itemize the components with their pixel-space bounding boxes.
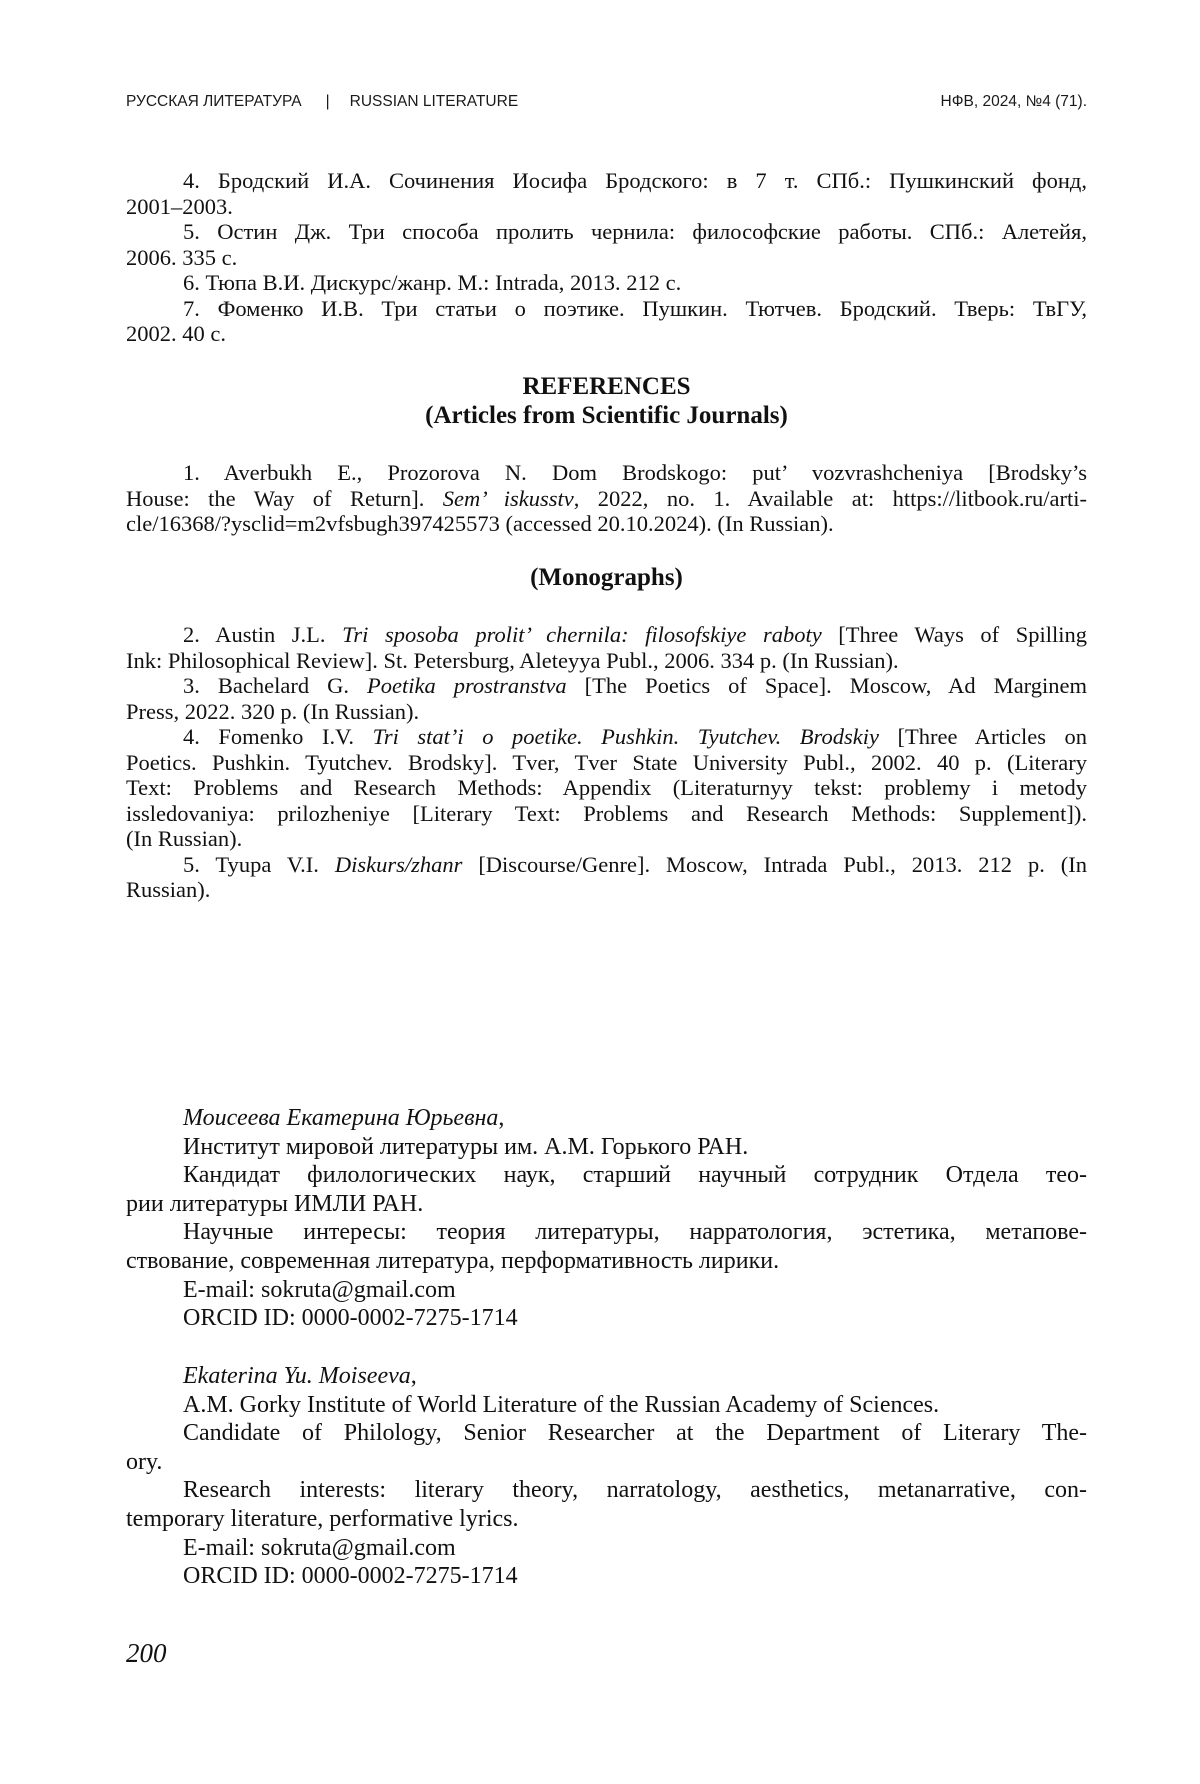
author-interests-ru: Научные интересы: теория литературы, нарратология, эстетика, метапове- — [183, 1219, 1087, 1246]
literature-entry-4: 4. Бродский И.А. Сочинения Иосифа Бродского: в 7 т. СПб.: Пушкинский фонд, 2001–2003. — [126, 168, 1087, 219]
literature-list — [126, 168, 1087, 347]
reference-entry-5: 5. Tyupa V.I. Diskurs/zhanr [Discourse/Genre]. Moscow, Intrada Publ., 2013. 212 p. (In Russian). — [126, 851, 1087, 902]
journal-section-ru: РУССКАЯ ЛИТЕРАТУРА — [126, 93, 302, 110]
literature-entry-7: 7. Фоменко И.В. Три статьи о поэтике. Пушкин. Тютчев. Бродский. Тверь: ТвГУ, 2002. 40 с. — [126, 295, 1087, 346]
author-institute-en: A.M. Gorky Institute of World Literature of the Russian Academy of Sciences. — [183, 1391, 940, 1418]
references-subtitle-monographs: (Monographs) — [530, 564, 683, 591]
author-name-ru: Моисеева Екатерина Юрьевна — [183, 1105, 499, 1131]
literature-entry-6: 6. Тюпа В.И. Дискурс/жанр. М.: Intrada, 2013. 212 с. — [183, 270, 682, 295]
author-orcid-ru: ORCID ID: 0000-0002-7275-1714 — [183, 1305, 518, 1332]
journal-section-en: RUSSIAN LITERATURE — [349, 93, 519, 110]
reference-entry-2: 2. Austin J.L. Tri sposoba prolit’ chernila: filosofskiye raboty [Three Ways of Spilling Ink: Philosophical Review]. St. Petersburg, Aleteyya Publ., 2006. 334 p. (In Russian). — [126, 622, 1087, 673]
references-monographs — [126, 622, 1087, 903]
author-info-en: Ekaterina Yu. Moiseeva, A.M. Gorky Institute of World Literature of the Russian Academy of Sciences. Candidate of Philology, Senior Researcher at the Department of Literary The- ory. Research interests: literary theory, narratology, aesthetics, metanarrative, con- temporary literature, performative lyrics. E-mail: sokruta@gmail.com ORCID ID: 0000-0002-7275-1714 — [126, 1363, 1087, 1590]
running-head — [126, 93, 1087, 115]
running-head-left — [126, 93, 518, 111]
references-subtitle-articles: (Articles from Scientific Journals) — [425, 402, 788, 429]
author-orcid-en: ORCID ID: 0000-0002-7275-1714 — [183, 1563, 518, 1590]
journal-title: Sem’ iskusstv — [442, 485, 574, 511]
reference-entry-1: 1. Averbukh E., Prozorova N. Dom Brodskogo: put’ vozvrashcheniya [Brodsky’s House: the Way of Return]. Sem’ iskusstv, 2022, no. 1. Available at: https://litbook.ru/arti- cle/16368/?ysclid=m2vfsbugh397425573 (accessed 20.10.2024). (In Russian). — [126, 460, 1088, 536]
journal-issue: НФВ, 2024, №4 (71). — [940, 93, 1087, 110]
author-interests-en: Research interests: literary theory, narratology, aesthetics, metanarrative, con- — [183, 1477, 1087, 1504]
author-position-en: Candidate of Philology, Senior Researcher at the Department of Literary The- — [183, 1420, 1087, 1447]
author-email-ru: E-mail: sokruta@gmail.com — [183, 1276, 456, 1303]
reference-entry-4: 4. Fomenko I.V. Tri stat’i o poetike. Pushkin. Tyutchev. Brodskiy [Three Articles on Poetics. Pushkin. Tyutchev. Brodsky]. Tver, Tver State University Publ., 2002. 40 p. (Literary Text: Problems and Research Methods: Appendix (Literaturnyy tekst: problemy i metody issledovaniya: prilozheniye [Literary Text: Problems and Research Methods: Supplement]). (In Russian). — [126, 724, 1088, 851]
author-name-en: Ekaterina Yu. Moiseeva — [183, 1363, 411, 1389]
author-position-ru: Кандидат филологических наук, старший научный сотрудник Отдела тео- — [183, 1162, 1087, 1189]
author-info-ru: Моисеева Екатерина Юрьевна, Институт мировой литературы им. А.М. Горького РАН. Кандидат филологических наук, старший научный сотрудник Отдела тео- рии литературы ИМЛИ РАН. Научные интересы: теория литературы, нарратология, эстетика, метапове- ствование, современная литература, перформативность лирики. E-mail: sokruta@gmail.com ORCID ID: 0000-0002-7275-1714 — [126, 1105, 1087, 1332]
running-head-separator: | — [325, 93, 330, 110]
references-title: REFERENCES — [522, 373, 691, 400]
author-institute-ru: Институт мировой литературы им. А.М. Горького РАН. — [183, 1133, 749, 1160]
references-articles — [126, 460, 1087, 537]
literature-entry-5: 5. Остин Дж. Три способа пролить чернила: философские работы. СПб.: Алетейя, 2006. 335 с. — [126, 219, 1087, 270]
page-number: 200 — [126, 1638, 167, 1668]
reference-entry-3: 3. Bachelard G. Poetika prostranstva [The Poetics of Space]. Moscow, Ad Marginem Press, 2022. 320 p. (In Russian). — [126, 673, 1088, 724]
author-email-en: E-mail: sokruta@gmail.com — [183, 1534, 456, 1561]
